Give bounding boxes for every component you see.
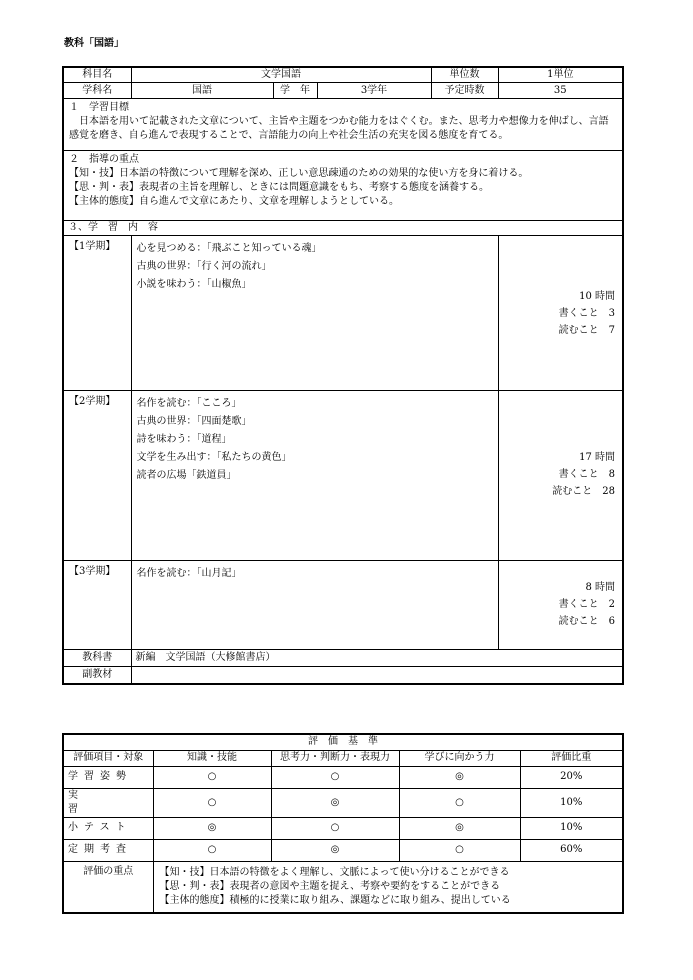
- eval-motivation: ◎: [399, 766, 520, 788]
- term-hours: [498, 561, 623, 650]
- topic-item: 小説を味わう：「山椒魚」: [136, 279, 252, 290]
- eval-knowledge: ○: [153, 788, 271, 817]
- dept-value: 国語: [131, 83, 273, 99]
- goals-body: 日本語を用いて記載された文章について、主旨や主題をつかむ能力をはぐくむ。また、思考力や想像力を伸ばし、言語感覚を磨き、自ら進んで表現することで、言語能力の向上や社会生活の充実を図る態度を育てる。: [69, 116, 609, 141]
- focus-item: 【主体的態度】自ら進んで文章にあたり、文章を理解しようとしている。: [69, 196, 399, 207]
- hours-value: 35: [498, 83, 623, 99]
- eval-motivation: ○: [399, 788, 520, 817]
- content-heading: ３、学 習 内 容: [63, 221, 623, 236]
- goals-section: [63, 99, 623, 151]
- eval-thinking: ◎: [271, 839, 399, 861]
- focus-item: 【知・技】日本語の特徴について理解を深め、正しい意思疎通のための効果的な使い方を身に着ける。: [69, 168, 529, 179]
- topic-item: 名作を読む：「山月記」: [136, 568, 242, 579]
- grade-value: 3学年: [317, 83, 431, 99]
- header-cell: 思考力・判断力・表現力: [271, 750, 399, 766]
- term-topics: [131, 561, 498, 650]
- header-cell: 知識・技能: [153, 750, 271, 766]
- topic-item: 古典の世界：「行く河の流れ」: [136, 261, 272, 272]
- hours-reading: 読むこと 28: [552, 486, 616, 497]
- info-row-1: [63, 67, 623, 83]
- eval-knowledge: ○: [153, 766, 271, 788]
- topic-item: 古典の世界：「四面楚歌」: [136, 416, 252, 427]
- textbook-label: 教科書: [63, 650, 131, 667]
- evaluation-row: [63, 766, 623, 788]
- header-cell: 評価比重: [520, 750, 623, 766]
- topic-item: 詩を味わう：「道程」: [136, 434, 232, 445]
- hours-label: 予定時数: [431, 83, 498, 99]
- focus-item: 【思・判・表】表現者の主旨を理解し、ときには問題意識をもち、考察する態度を涵養する。: [69, 182, 489, 193]
- header-cell: 学びに向かう力: [399, 750, 520, 766]
- subtext-value: [131, 667, 623, 684]
- header-cell: 評価項目・対象: [63, 750, 153, 766]
- subtext-label: 副教材: [63, 667, 131, 684]
- dept-label: 学科名: [63, 83, 131, 99]
- topic-item: 名作を読む：「こころ」: [136, 398, 242, 409]
- evaluation-title: 評 価 基 準: [63, 734, 623, 750]
- evaluation-row: [63, 839, 623, 861]
- hours-writing: 書くこと 3: [558, 308, 616, 319]
- syllabus-table: [62, 66, 624, 685]
- subtext-row: [63, 667, 623, 684]
- eval-thinking: ◎: [271, 788, 399, 817]
- eval-weight: 10%: [520, 817, 623, 839]
- focus-section: [63, 151, 623, 221]
- term-label: 【1学期】: [63, 236, 131, 391]
- topic-item: 心を見つめる：「飛ぶこと知っている魂」: [136, 243, 322, 254]
- point-item: 【思・判・表】表現者の意図や主題を捉え、考察や要約をすることができる: [159, 880, 501, 892]
- subject-value: 文学国語: [131, 67, 431, 83]
- term-hours: [498, 236, 623, 391]
- evaluation-header-row: [63, 750, 623, 766]
- hours-writing: 書くこと 2: [558, 599, 616, 610]
- eval-weight: 20%: [520, 766, 623, 788]
- goals-heading: １ 学習目標: [69, 102, 129, 113]
- hours-reading: 読むこと 7: [558, 325, 616, 336]
- term-topics: [131, 236, 498, 391]
- evaluation-row: [63, 788, 623, 817]
- term-label: 【3学期】: [63, 561, 131, 650]
- point-item: 【主体的態度】積極的に授業に取り組み、課題などに取り組み、提出している: [159, 894, 511, 906]
- grade-label: 学 年: [273, 83, 317, 99]
- focus-row: [63, 151, 623, 221]
- eval-item: 実習: [63, 788, 153, 817]
- evaluation-row: [63, 817, 623, 839]
- term-row: [63, 391, 623, 561]
- info-row-2: [63, 83, 623, 99]
- eval-item: 定期考査: [63, 839, 153, 861]
- eval-knowledge: ○: [153, 839, 271, 861]
- textbook-value: 新編 文学国語（大修館書店）: [131, 650, 623, 667]
- subject-label: 科目名: [63, 67, 131, 83]
- hours-writing: 書くこと 8: [558, 469, 616, 480]
- content-heading-row: [63, 221, 623, 236]
- eval-motivation: ◎: [399, 817, 520, 839]
- eval-motivation: ○: [399, 839, 520, 861]
- credits-value: 1単位: [498, 67, 623, 83]
- eval-knowledge: ◎: [153, 817, 271, 839]
- topic-item: 文学を生み出す：「私たちの黄色」: [136, 452, 292, 463]
- goals-row: [63, 99, 623, 151]
- points-list: [153, 861, 623, 913]
- term-label: 【2学期】: [63, 391, 131, 561]
- eval-item: 学習姿勢: [63, 766, 153, 788]
- term-topics: [131, 391, 498, 561]
- term-row: [63, 236, 623, 391]
- hours-total: 8 時間: [585, 582, 616, 593]
- evaluation-title-row: [63, 734, 623, 750]
- credits-label: 単位数: [431, 67, 498, 83]
- term-hours: [498, 391, 623, 561]
- document-label: 教科「国語」: [64, 38, 124, 49]
- term-row: [63, 561, 623, 650]
- textbook-row: [63, 650, 623, 667]
- hours-total: 10 時間: [579, 291, 616, 302]
- eval-weight: 10%: [520, 788, 623, 817]
- hours-total: 17 時間: [579, 452, 616, 463]
- focus-heading: ２ 指導の重点: [69, 154, 139, 165]
- evaluation-points-row: [63, 861, 623, 913]
- eval-thinking: ○: [271, 817, 399, 839]
- eval-thinking: ○: [271, 766, 399, 788]
- eval-item: 小テスト: [63, 817, 153, 839]
- evaluation-table: [62, 733, 624, 914]
- points-label: 評価の重点: [63, 861, 153, 913]
- topic-item: 読者の広場「鉄道員」: [136, 470, 237, 481]
- hours-reading: 読むこと 6: [558, 616, 616, 627]
- eval-weight: 60%: [520, 839, 623, 861]
- point-item: 【知・技】日本語の特徴をよく理解し、文脈によって使い分けることができる: [159, 866, 510, 878]
